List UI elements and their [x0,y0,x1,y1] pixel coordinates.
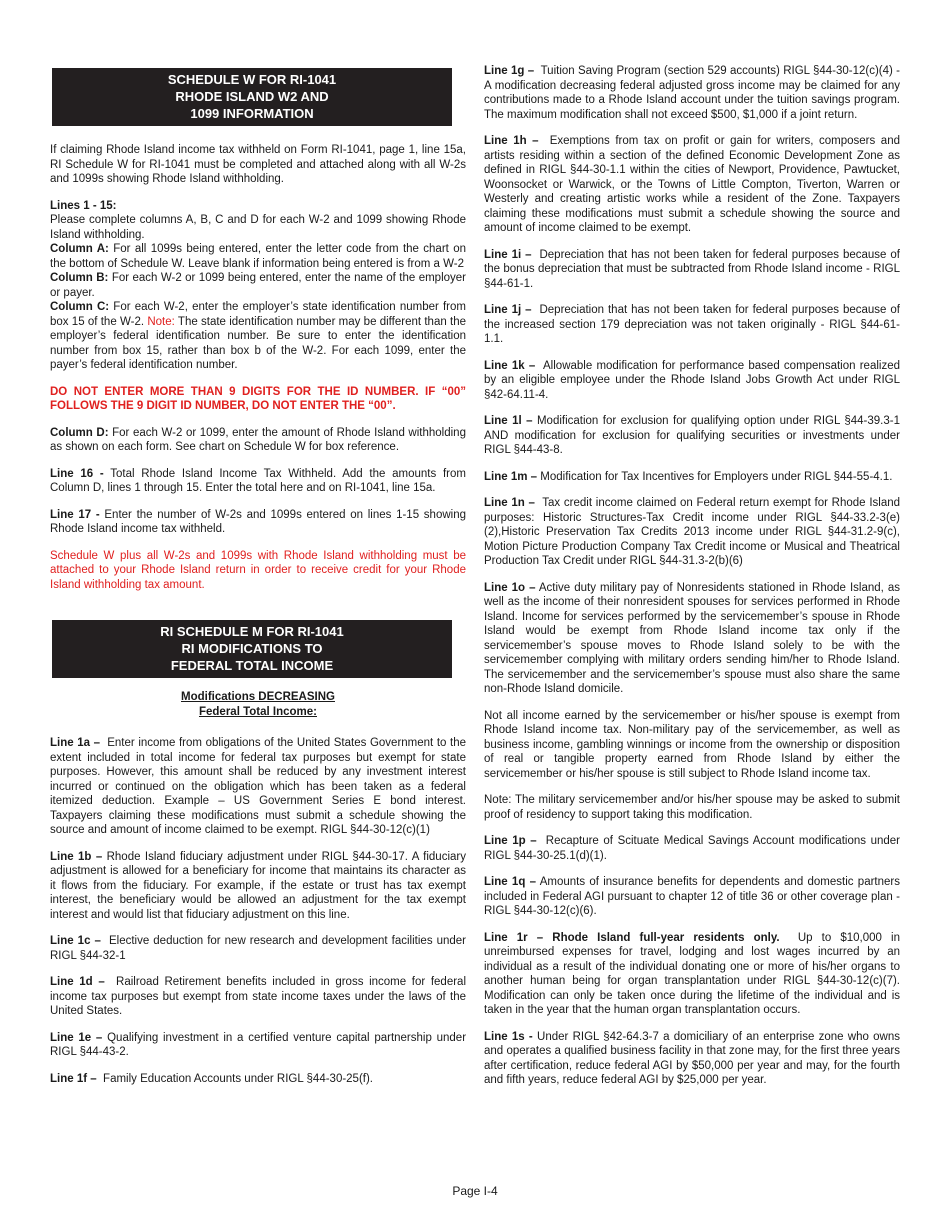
id-number-warning: DO NOT ENTER MORE THAN 9 DIGITS FOR THE ID NUMBER. IF “00” FOLLOWS THE 9 DIGIT ID NUMBER, DO NOT ENTER THE “00”. [50,385,466,412]
line-1s-instruction: Line 1s - Under RIGL §42-64.3-7 a domiciliary of an enterprise zone who owns and operates a qualified business facility in that zone may, for the first three years after certification, reduce federal AGI by $50,000 per year and may, for the fourth and fifth years, reduce federal AGI by $25,000 per year. [484,1030,900,1086]
line-1p-instruction: Line 1p – Recapture of Scituate Medical Savings Account modifications under RIGL §44-30-25.1(d)(1). [484,835,900,862]
left-column [50,64,466,1086]
line-1k-instruction: Line 1k – Allowable modification for performance based compensation realized by an eligible employee under the Rhode Island Jobs Growth Act under RIGL §42-64.11-4. [484,359,900,401]
page-number: Page I-4 [452,1184,498,1198]
line-1n-instruction: Line 1n – Tax credit income claimed on Federal return exempt for Rhode Island purposes: Historic Structures-Tax Credit income under RIGL §44-33.2-3(e)(2),Historic Preservation Tax Credits 2013 income under RIGL §44-31.2-9(c), Motion Picture Production Company Tax Credit income or Musical and Theatrical Production Tax Credit under RIGL §44-31.3-2(b)(6) [484,497,901,567]
schedule-w-banner: SCHEDULE W FOR RI-1041 RHODE ISLAND W2 AND 1099 INFORMATION [52,68,452,126]
line-16-instruction: Line 16 - Total Rhode Island Income Tax Withheld. Add the amounts from Column D, lines 1 through 15. Enter the total here and on RI-1041, line 15a. [50,467,466,494]
column-b-instruction: Column B: For each W-2 or 1099 being entered, enter the name of the employer or payer. [50,272,466,299]
column-c-instruction: Column C: For each W-2, enter the employer’s state identification number from box 15 of the W-2. Note: The state identification number may be different than the employer’s federal identification number. Be sure to enter the identification number from box 15, rather than box b of the W-2. For each 1099, enter the payer’s federal identification number. [50,301,466,371]
lines-1-15-text: Please complete columns A, B, C and D for each W-2 and 1099 showing Rhode Island withholding. [50,214,466,241]
schedule-w-intro: If claiming Rhode Island income tax withheld on Form RI-1041, page 1, line 15a, RI Schedule W for RI-1041 must be completed and attached along with all W-2s and 1099s showing Rhode Island withholding. [50,144,466,185]
schedule-m-banner: RI SCHEDULE M FOR RI-1041 RI MODIFICATIONS TO FEDERAL TOTAL INCOME [52,620,452,678]
line-1m-instruction: Line 1m – Modification for Tax Incentives for Employers under RIGL §44-55-4.1. [484,470,893,483]
line-1i-instruction: Line 1i – Depreciation that has not been taken for federal purposes because of the bonus depreciation that must be subtracted from Rhode Island income - RIGL §44-61-1. [484,248,900,290]
line-17-instruction: Line 17 - Enter the number of W-2s and 1099s entered on lines 1-15 showing Rhode Island income tax withheld. [50,508,467,535]
right-column [484,64,900,1088]
column-a-instruction: Column A: For all 1099s being entered, enter the letter code from the chart on the bottom of Schedule W. Leave blank if information being entered is from a W-2 [50,243,467,270]
line-1f-instruction: Line 1f – Family Education Accounts under RIGL §44-30-25(f). [50,1072,374,1085]
modifications-decreasing-subheading: Modifications DECREASING Federal Total Income: [181,691,335,718]
line-1l-instruction: Line 1l – Modification for exclusion for qualifying option under RIGL §44-39.3-1 AND modification for exclusion for qualifying securities or investments under RIGL §44-43-8. [484,415,900,456]
military-income-paragraph: Not all income earned by the servicemember or his/her spouse is exempt from Rhode Island income tax. Non-military pay of the servicemember, as well as business income, gambling winnings or income from the ownership or disposition of real or tangible property earned from Rhode Island by either the servicemember or his/her spouse is still subject to Rhode Island income tax. [484,709,900,780]
line-1j-instruction: Line 1j – Depreciation that has not been taken for federal purposes because of the increased section 179 depreciation was not taken originally - RIGL §44-61-1.1. [484,304,900,345]
lines-1-15-label: Lines 1 - 15: [50,199,117,212]
schedule-w-closing-note: Schedule W plus all W-2s and 1099s with Rhode Island withholding must be attached to your Rhode Island return in order to receive credit for your Rhode Island withholding tax amount. [50,549,466,591]
line-1e-instruction: Line 1e – Qualifying investment in a certified venture capital partnership under RIGL §44-43-2. [50,1031,467,1058]
military-residency-note: Note: The military servicemember and/or his/her spouse may be asked to submit proof of residency to support taking this modification. [484,794,900,821]
line-1c-instruction: Line 1c – Elective deduction for new research and development facilities under RIGL §44-32-1 [50,935,467,962]
line-1h-instruction: Line 1h – Exemptions from tax on profit or gain for writers, composers and artists residing within a section of the defined Economic Development Zone as defined in RIGL §44-30-1.1 within the cities of Newport, Providence, Pawtucket, Woonsocket or Warwick, or the Towns of Little Compton, Tiverton, Warren or Westerly and creating artistic works while a resident of the Zone. Taxpayers claiming these modifications must submit a schedule showing the source and amount of income claimed to be exempt. [484,135,900,234]
line-1r-instruction: Line 1r – Rhode Island full-year residents only. Up to $10,000 in unreimbursed expenses for travel, lodging and lost wages incurred by an individual as a result of the individual donating one or more of his/her organs to another human being for organ transplantation under RIGL §44-30-12(c)(7). Modification can only be taken once during the lifetime of the individual and is taken in the year that the human organ transplantation occurs. [484,931,900,1016]
line-1o-instruction: Line 1o – Active duty military pay of Nonresidents stationed in Rhode Island, as well as the income of their nonresident spouses for services performed in Rhode Island. Income for services performed by the servicemember’s spouse in Rhode Island would be exempt from Rhode Island income tax only if the servicemember’s spouse moves to Rhode Island solely to be with the servicemember complying with military orders sending him/her to Rhode Island. The servicemember and the servicemember’s spouse must also share the same non-Rhode Island domicile. [484,581,900,695]
line-1g-instruction: Line 1g – Tuition Saving Program (section 529 accounts) RIGL §44-30-12(c)(4) - A modification decreasing federal adjusted gross income may be claimed for any contributions made to a Rhode Island account under the tuition savings program. The maximum modification shall not exceed $500, $1,000 if a joint return. [484,65,900,121]
line-1d-instruction: Line 1d – Railroad Retirement benefits included in gross income for federal income tax purposes but exempt from state income taxes under the laws of the United States. [50,976,466,1017]
line-1q-instruction: Line 1q – Amounts of insurance benefits for dependents and domestic partners included in Federal AGI pursuant to chapter 12 of title 36 or other coverage plan - RIGL §44-30-12(c)(6). [484,876,900,917]
line-1b-instruction: Line 1b – Rhode Island fiduciary adjustment under RIGL §44-30-17. A fiduciary adjustment is allowed for a beneficiary for income that maintains its character as it flows from the fiduciary. For example, if the estate or trust has tax exempt interest, the beneficiary would be allowed an adjustment for the tax exempt interest and would list that fiduciary adjustment on this line. [50,850,466,921]
column-d-instruction: Column D: For each W-2 or 1099, enter the amount of Rhode Island withholding as shown on each form. See chart on Schedule W for box reference. [50,426,466,453]
line-1a-instruction: Line 1a – Enter income from obligations of the United States Government to the extent included in total income for federal tax purposes but exempt for state purposes. However, this amount shall be reduced by any investment interest incurred or continued on the obligation which has been taken as a federal itemized deduction. Example – US Government Series E bond interest. Taxpayers claiming these modifications must submit a schedule showing the source and amount of income claimed to be exempt. RIGL §44-30-12(c)(1) [50,737,467,836]
